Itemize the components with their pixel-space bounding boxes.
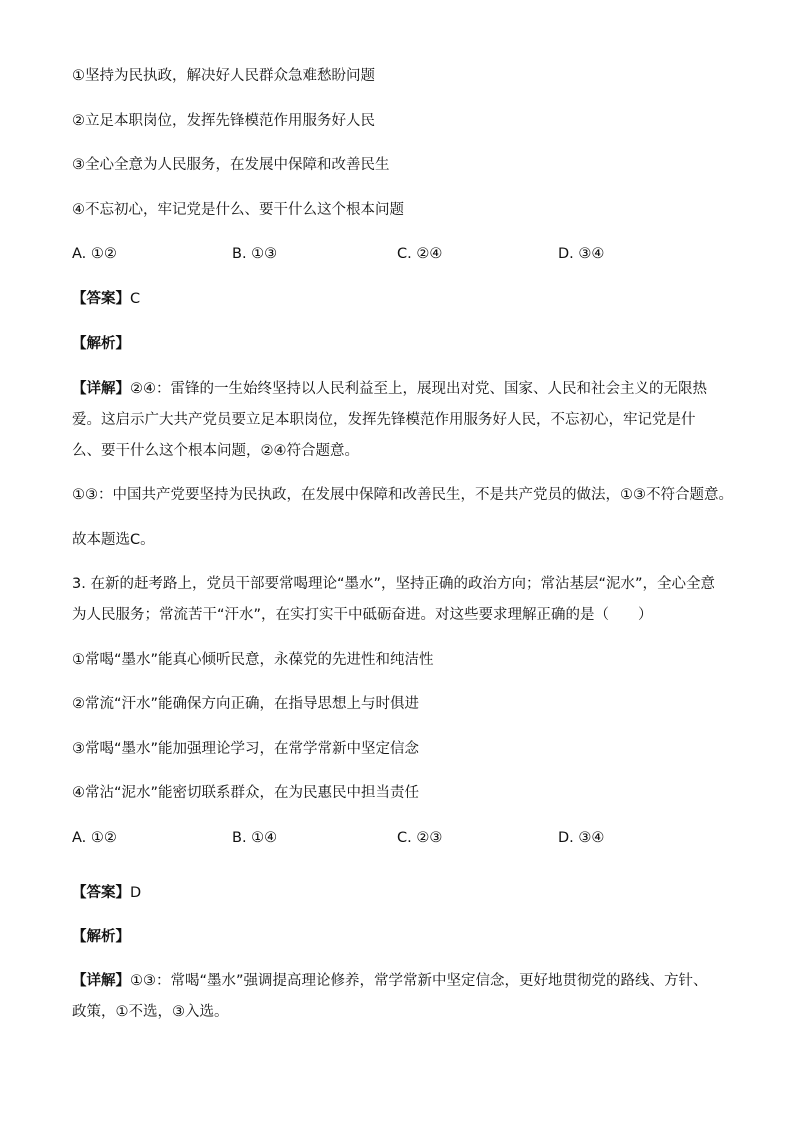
q3-option-c: C. ②③ [397, 830, 443, 846]
q3-statement-4: ④常沾“泥水”能密切联系群众，在为民惠民中担当责任 [72, 785, 420, 801]
answer-value: C [130, 291, 141, 307]
answer-tag: 【答案】 [72, 291, 130, 307]
q2-option-d: D. ③④ [558, 246, 605, 262]
q2-option-a: A. ①② [72, 246, 117, 262]
q2-statement-2: ②立足本职岗位，发挥先锋模范作用服务好人民 [72, 113, 375, 129]
q2-detail [72, 374, 722, 467]
q3-analysis-heading [72, 927, 130, 947]
q3-option-a: A. ①② [72, 830, 117, 846]
q2-statement-3: ③全心全意为人民服务，在发展中保障和改善民生 [72, 157, 390, 173]
detail-tag: 【详解】 [72, 973, 130, 989]
detail-text: ①③：常喝“墨水”强调提高理论修养，常学常新中坚定信念，更好地贯彻党的路线、方针、政策，①不选，③入选。 [72, 973, 708, 1020]
q2-statement-4: ④不忘初心，牢记党是什么、要干什么这个根本问题 [72, 202, 404, 218]
detail-text: ②④：雷锋的一生始终坚持以人民利益至上，展现出对党、国家、人民和社会主义的无限热爱。这启示广大共产党员要立足本职岗位，发挥先锋模范作用服务好人民，不忘初心，牢记党是什么、要干什么这个根本问题，②④符合题意。 [72, 381, 707, 459]
q3-statement-1: ①常喝“墨水”能真心倾听民意，永葆党的先进性和纯洁性 [72, 652, 434, 668]
q2-option-b: B. ①③ [232, 246, 278, 262]
q2-options [72, 244, 722, 264]
q3-statement-2: ②常流“汗水”能确保方向正确，在指导思想上与时俱进 [72, 696, 420, 712]
answer-value: D [130, 885, 142, 901]
answer-tag: 【答案】 [72, 885, 130, 901]
q3-statement-3: ③常喝“墨水”能加强理论学习，在常学常新中坚定信念 [72, 741, 420, 757]
q2-detail-2: ①③：中国共产党要坚持为民执政，在发展中保障和改善民生，不是共产党员的做法，①③不符合题意。 [72, 487, 733, 503]
q3-answer [72, 883, 141, 903]
q2-analysis-heading [72, 334, 130, 354]
q3-detail [72, 966, 722, 1028]
q3-stem: 3. 在新的赶考路上，党员干部要常喝理论“墨水”，坚持正确的政治方向；常沾基层“泥水”，全心全意为人民服务；常流苦干“汗水”，在实打实干中砥砺奋进。对这些要求理解正确的是（ ） [72, 576, 715, 623]
q2-answer [72, 289, 140, 309]
q3-options [72, 828, 722, 848]
analysis-tag: 【解析】 [72, 929, 130, 945]
analysis-tag: 【解析】 [72, 336, 130, 352]
q3-option-d: D. ③④ [558, 830, 605, 846]
q2-option-c: C. ②④ [397, 246, 443, 262]
q2-conclusion: 故本题选C。 [72, 532, 155, 548]
q3-option-b: B. ①④ [232, 830, 278, 846]
q2-statement-1: ①坚持为民执政，解决好人民群众急难愁盼问题 [72, 68, 375, 84]
detail-tag: 【详解】 [72, 381, 130, 397]
